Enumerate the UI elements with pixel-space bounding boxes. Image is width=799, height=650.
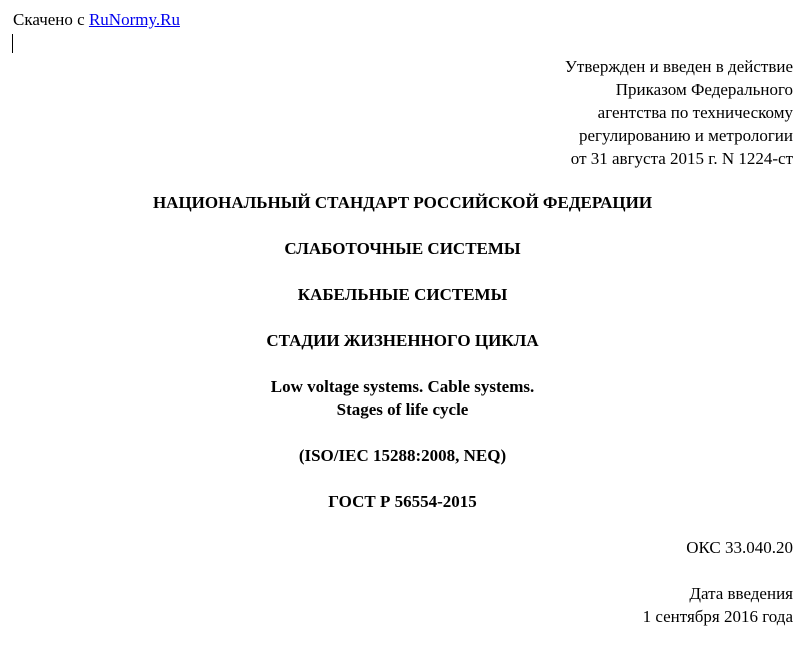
text-caret [12,34,13,53]
oks-code: ОКС 33.040.20 [686,538,793,557]
approval-line: агентства по техническому [597,103,793,122]
document-title-1: СЛАБОТОЧНЫЕ СИСТЕМЫ [284,239,521,258]
approval-block [565,55,793,170]
english-title-2: Stages of life cycle [336,400,469,419]
approval-line: Утвержден и введен в действие [564,57,793,76]
approval-line: от 31 августа 2015 г. N 1224-ст [570,149,793,168]
approval-line: Приказом Федерального [615,80,793,99]
standard-heading: НАЦИОНАЛЬНЫЙ СТАНДАРТ РОССИЙСКОЙ ФЕДЕРАЦИИ [152,193,653,212]
document-title-3: СТАДИИ ЖИЗНЕННОГО ЦИКЛА [266,331,539,350]
iso-reference: (ISO/IEC 15288:2008, NEQ) [298,446,507,465]
effective-date: 1 сентября 2016 года [642,607,793,626]
source-link[interactable]: RuNormy.Ru [88,10,180,29]
english-title-1: Low voltage systems. Cable systems. [270,377,535,396]
source-line [13,9,180,31]
effective-date-label: Дата введения [689,584,793,603]
gost-number: ГОСТ Р 56554-2015 [328,492,477,511]
source-prefix: Скачено с [13,10,89,29]
document-title-2: КАБЕЛЬНЫЕ СИСТЕМЫ [297,285,508,304]
approval-line: регулированию и метрологии [578,126,793,145]
